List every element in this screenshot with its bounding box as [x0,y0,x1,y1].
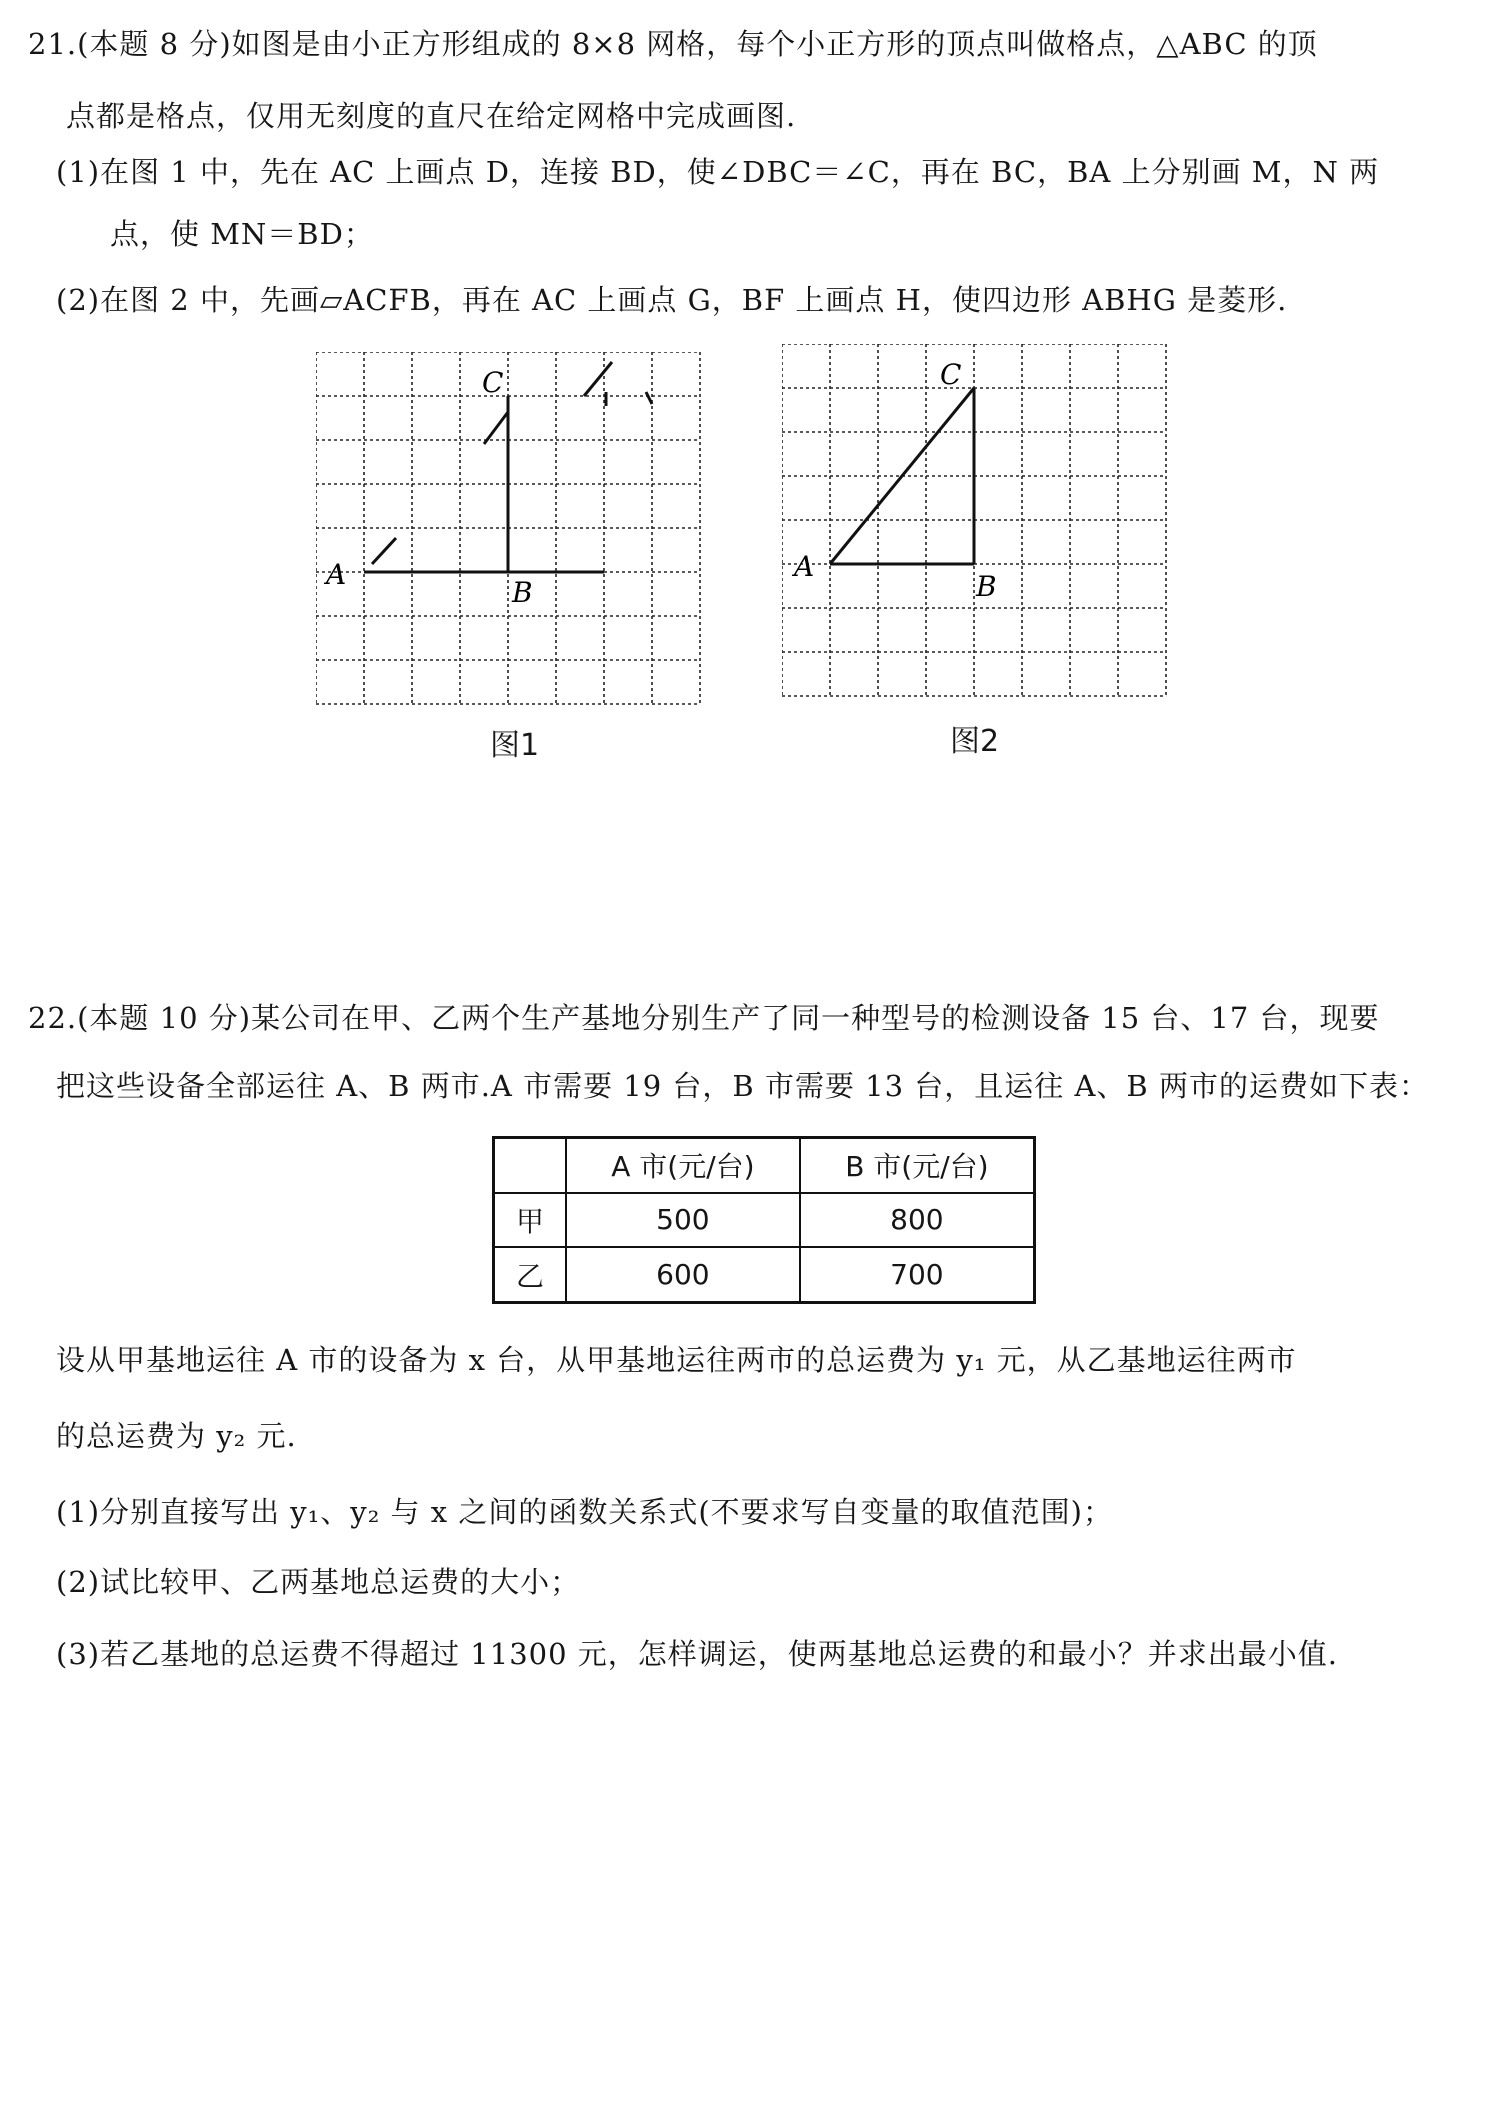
q22-setup-line-1: 设从甲基地运往 A 市的设备为 x 台，从甲基地运往两市的总运费为 y₁ 元，从乙基地运往两市 [56,1343,1297,1377]
figure-1-grid [316,352,706,708]
table-cell: 600 [566,1247,800,1302]
table-header-cell [494,1138,567,1193]
q22-setup-line-2: 的总运费为 y₂ 元. [56,1419,297,1453]
fig1-label-a: A [326,558,347,591]
figure-1-caption: 图1 [490,728,540,763]
table-row [494,1247,1035,1302]
table-row-label: 乙 [494,1247,567,1302]
table-row [494,1193,1035,1248]
q21-line-4: 点，使 MN＝BD； [110,217,374,251]
q21-line-5: (2)在图 2 中，先画▱ACFB，再在 AC 上画点 G，BF 上画点 H，使四边形 ABHG 是菱形. [56,283,1288,317]
fig1-label-c: C [482,366,504,399]
fig2-label-b: B [976,570,997,603]
q22-part-3: (3)若乙基地的总运费不得超过 11300 元，怎样调运，使两基地总运费的和最小？并求出最小值. [56,1637,1338,1671]
q21-line-2: 点都是格点，仅用无刻度的直尺在给定网格中完成画图. [66,99,797,133]
fig2-label-a: A [794,550,815,583]
fig2-label-c: C [940,358,962,391]
freight-cost-table [492,1136,1036,1304]
table-header-row [494,1138,1035,1193]
figure-2-grid [782,344,1172,704]
fig1-label-b: B [512,576,533,609]
q22-part-2: (2)试比较甲、乙两基地总运费的大小； [56,1565,581,1599]
table-header-cell: A 市(元/台) [566,1138,800,1193]
table-row-label: 甲 [494,1193,567,1248]
q22-line-1: 22.(本题 10 分)某公司在甲、乙两个生产基地分别生产了同一种型号的检测设备 15 台、17 台，现要 [28,1001,1380,1035]
table-cell: 800 [800,1193,1035,1248]
table-cell: 500 [566,1193,800,1248]
q22-part-1: (1)分别直接写出 y₁、y₂ 与 x 之间的函数关系式(不要求写自变量的取值范围)； [56,1495,1113,1529]
table-header-cell: B 市(元/台) [800,1138,1035,1193]
figure-2-caption: 图2 [950,724,1000,759]
q21-line-1: 21.(本题 8 分)如图是由小正方形组成的 8×8 网格，每个小正方形的顶点叫做格点，△ABC 的顶 [28,27,1318,61]
q22-line-2: 把这些设备全部运往 A、B 两市.A 市需要 19 台，B 市需要 13 台，且运往 A、B 两市的运费如下表： [56,1069,1429,1103]
table-cell: 700 [800,1247,1035,1302]
q21-line-3: (1)在图 1 中，先在 AC 上画点 D，连接 BD，使∠DBC＝∠C，再在 BC，BA 上分别画 M，N 两 [56,155,1380,189]
